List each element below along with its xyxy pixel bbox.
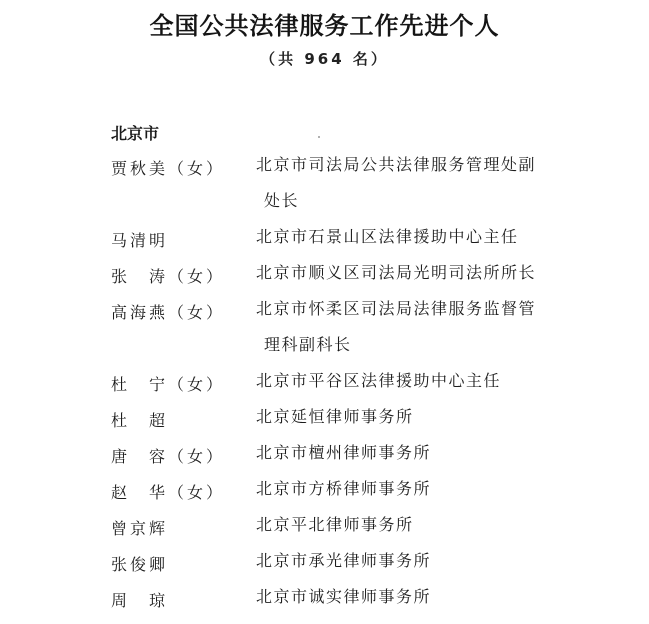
honoree-name: 张 涛（女） [111,267,226,286]
organization-line: 北京市平谷区法律援助中心主任 [256,371,502,390]
honoree-organization [256,516,566,552]
honoree-name: 杜 超 [111,411,169,430]
honoree-organization [256,228,566,264]
organization-line: 北京延恒律师事务所 [256,407,414,426]
organization-line: 北京市诚实律师事务所 [256,587,432,606]
scan-speck [318,136,320,138]
honoree-organization [256,444,566,480]
organization-line: 北京市司法局公共法律服务管理处副 [256,155,537,174]
honoree-organization [256,552,566,588]
honoree-organization [256,408,566,444]
organization-line: 北京市石景山区法律援助中心主任 [256,227,519,246]
honoree-name: 高海燕（女） [111,303,226,322]
honoree-name: 贾秋美（女） [111,159,226,178]
organization-line: 北京平北律师事务所 [256,515,414,534]
document-subtitle: （共 964 名） [260,50,389,68]
organization-line: 北京市怀柔区司法局法律服务监督管 [256,299,537,318]
honoree-organization [256,480,566,516]
organization-line: 理科副科长 [264,335,352,354]
document-title: 全国公共法律服务工作先进个人 [149,12,500,40]
organization-line: 北京市承光律师事务所 [256,551,432,570]
organization-line: 北京市檀州律师事务所 [256,443,432,462]
organization-line: 北京市顺义区司法局光明司法所所长 [256,263,537,282]
honoree-organization [256,588,566,624]
honoree-name: 赵 华（女） [111,483,226,502]
organization-line: 处长 [264,191,300,210]
region-heading: 北京市 [111,124,160,143]
honoree-name: 马清明 [111,231,169,250]
honoree-name: 杜 宁（女） [111,375,226,394]
honoree-name: 曾京辉 [111,519,169,538]
organization-line: 北京市方桥律师事务所 [256,479,432,498]
honoree-organization [256,300,566,372]
honoree-name: 周 琼 [111,591,169,610]
honoree-organization [256,372,566,408]
honoree-organization [256,156,566,228]
honoree-organization [256,264,566,300]
honoree-name: 张俊卿 [111,555,169,574]
honoree-name: 唐 容（女） [111,447,226,466]
